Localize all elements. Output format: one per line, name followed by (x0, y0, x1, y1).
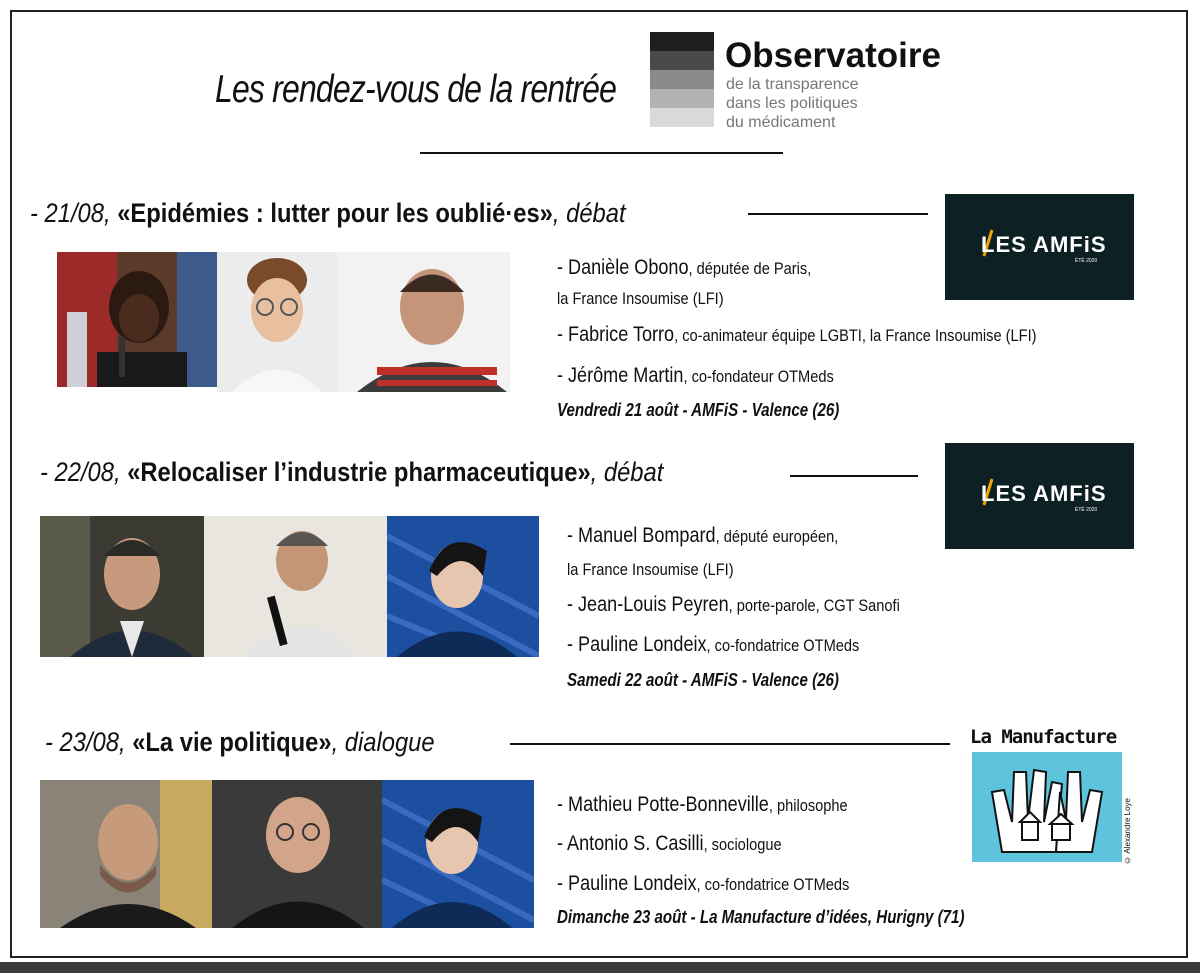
speaker-name: - Antonio S. Casilli (557, 832, 704, 855)
partner-subtitle: ÉTÉ 2020 (1075, 507, 1098, 513)
partner-subtitle: ÉTÉ 2020 (1075, 258, 1098, 264)
speaker-line (557, 256, 811, 280)
speaker-role: , co-fondateur OTMeds (683, 367, 834, 386)
hands-houses-illustration (972, 752, 1142, 882)
event-kind: , débat (590, 457, 664, 487)
event-name: «Epidémies : lutter pour les oublié·es» (117, 198, 553, 228)
event-date: - 21/08, (30, 198, 111, 228)
speaker-photo (337, 252, 510, 392)
speaker-name: - Jérôme Martin (557, 364, 684, 387)
title-divider (420, 152, 783, 154)
event-when: Samedi 22 août - AMFiS - Valence (26) (567, 670, 839, 690)
les-amfis-logo (945, 194, 1134, 300)
speaker-photo (387, 516, 539, 657)
speaker-name: - Jean-Louis Peyren (567, 593, 729, 616)
logo-title: Observatoire (725, 36, 941, 75)
event-name: «La vie politique» (132, 727, 332, 757)
partner-name: LES AMFiS (981, 481, 1107, 506)
event-name: «Relocaliser l’industrie pharmaceutique» (127, 457, 591, 487)
speaker-photo (382, 780, 534, 928)
speaker-name: - Pauline Londeix (557, 872, 697, 895)
speaker-name: - Pauline Londeix (567, 633, 707, 656)
la-manufacture-logo (955, 718, 1145, 868)
speaker-photo (212, 780, 382, 928)
event-kind: , dialogue (331, 727, 435, 757)
speaker-role: , député européen, (715, 527, 839, 546)
speaker-role: , porte-parole, CGT Sanofi (728, 596, 900, 615)
speaker-role: , co-animateur équipe LGBTI, la France Insoumise (LFI) (674, 326, 1037, 345)
speaker-line (557, 793, 848, 817)
observatoire-logo-mark (650, 32, 714, 127)
speaker-role-continued: la France Insoumise (LFI) (567, 560, 734, 579)
illustration-credit: © Alexandre Loye (1123, 798, 1132, 865)
partner-name: La Manufacture (970, 726, 1117, 748)
speaker-line (567, 593, 900, 617)
speaker-name: - Mathieu Potte-Bonneville (557, 793, 769, 816)
speaker-photo (204, 516, 387, 657)
speaker-role-continued: la France Insoumise (LFI) (557, 289, 724, 308)
event-heading (45, 727, 435, 758)
speaker-line (557, 323, 1037, 347)
speaker-line (557, 832, 782, 856)
speaker-role: , députée de Paris, (688, 259, 812, 278)
speaker-line (567, 633, 859, 657)
speaker-name: - Fabrice Torro (557, 323, 675, 346)
speaker-role: , co-fondatrice OTMeds (696, 875, 850, 894)
speaker-role: , philosophe (768, 796, 848, 815)
event-when: Dimanche 23 août - La Manufacture d’idées, Hurigny (71) (557, 907, 965, 927)
event-heading (40, 457, 663, 488)
speaker-name: - Manuel Bompard (567, 524, 716, 547)
partner-name: LES AMFiS (981, 232, 1107, 257)
les-amfis-logo (945, 443, 1134, 549)
speaker-line (557, 872, 849, 896)
speaker-photo (40, 516, 204, 657)
page-title: Les rendez-vous de la rentrée (215, 68, 617, 111)
speaker-role: , sociologue (703, 835, 782, 854)
event-when: Vendredi 21 août - AMFiS - Valence (26) (557, 400, 840, 420)
speaker-photo (40, 780, 212, 928)
speaker-line (557, 364, 834, 388)
event-date: - 22/08, (40, 457, 121, 487)
bottom-bar (0, 962, 1200, 973)
speaker-name: - Danièle Obono (557, 256, 689, 279)
speaker-role: , co-fondatrice OTMeds (706, 636, 860, 655)
heading-rule (790, 475, 918, 477)
logo-subtitle: de la transparence dans les politiques du médicament (726, 76, 859, 131)
speaker-photo (57, 252, 217, 387)
event-date: - 23/08, (45, 727, 126, 757)
event-kind: , débat (552, 198, 626, 228)
speaker-photo (217, 252, 337, 392)
heading-rule (748, 213, 928, 215)
speaker-line (567, 524, 838, 548)
event-heading (30, 198, 626, 229)
heading-rule (510, 743, 950, 745)
